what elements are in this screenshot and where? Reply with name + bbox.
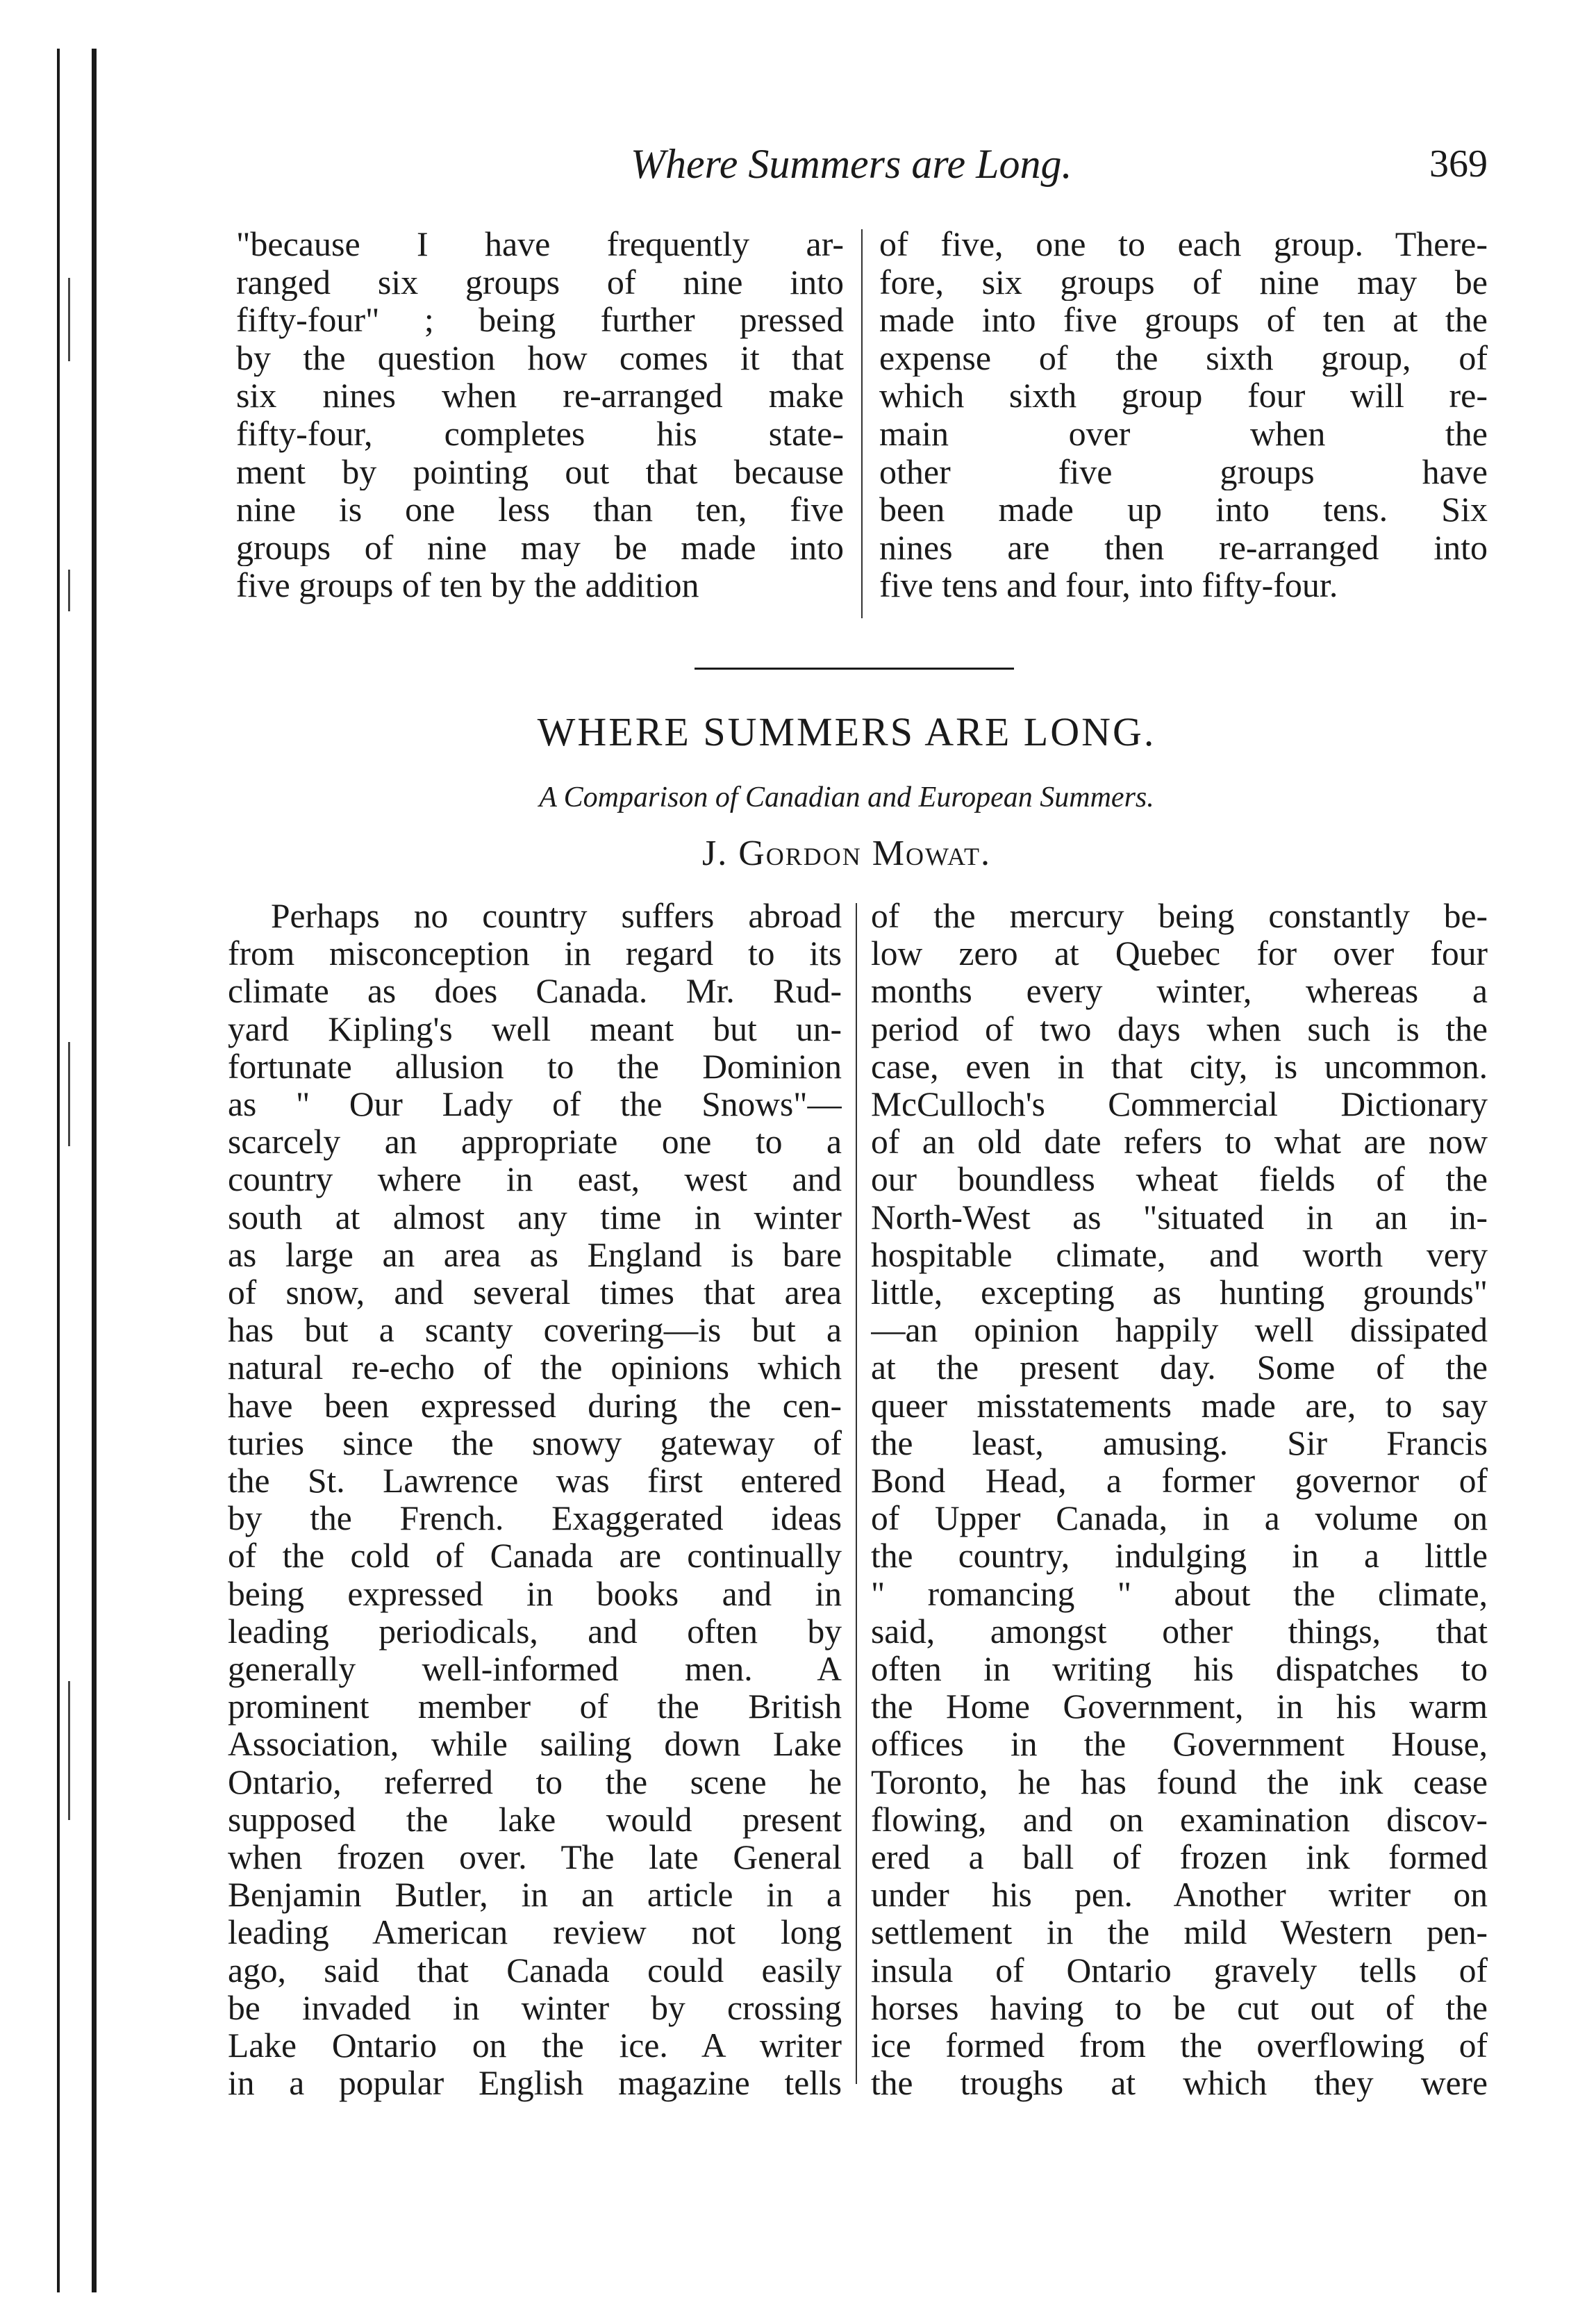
text-line: by the French. Exaggerated ideas [228,1500,842,1538]
text-line: five groups of ten by the addition [236,566,699,604]
text-line: —an opinion happily well dissipated [871,1312,1488,1350]
text-line: been made up into tens. Six [879,490,1488,529]
text-line: under his pen. Another writer on [871,1876,1488,1915]
text-line: North-West as "situated in an in- [871,1198,1488,1237]
text-line: flowing, and on examination discov- [871,1801,1488,1839]
text-line: "because I have frequently ar- [236,225,844,263]
binding-mark [68,1042,70,1146]
text-line: made into five groups of ten at the [879,301,1488,339]
text-line: of the cold of Canada are continually [228,1537,842,1576]
text-line: other five groups have [879,452,1488,491]
text-line: main over when the [879,414,1488,453]
text-line: expense of the sixth group, of [879,338,1488,377]
text-line: groups of nine may be made into [236,528,844,567]
text-line: insula of Ontario gravely tells of [871,1951,1488,1990]
text-line: Benjamin Butler, in an article in a [228,1876,842,1915]
column-divider [856,903,857,2084]
text-line: said, amongst other things, that [871,1612,1488,1651]
text-line: climate as does Canada. Mr. Rud- [228,973,842,1011]
text-line: six nines when re-arranged make [236,377,844,415]
text-line: natural re-echo of the opinions which [228,1349,842,1387]
text-line: " romancing " about the climate, [871,1575,1488,1613]
running-title: Where Summers are Long. [631,141,1072,187]
binding-edge-line [57,49,60,2292]
text-line: months every winter, whereas a [871,973,1488,1011]
text-line: being expressed in books and in [228,1575,842,1613]
text-line: in a popular English magazine tells [228,2065,842,2103]
text-line: by the question how comes it that [236,338,844,377]
text-line: ago, said that Canada could easily [228,1951,842,1990]
text-line: the country, indulging in a little [871,1537,1488,1576]
text-line: Toronto, he has found the ink cease [871,1763,1488,1801]
text-line: our boundless wheat fields of the [871,1161,1488,1199]
text-line: case, even in that city, is uncommon. [871,1048,1488,1086]
page-number: 369 [1429,142,1488,185]
text-line: of an old date refers to what are now [871,1123,1488,1161]
text-line: turies since the snowy gateway of [228,1424,842,1462]
text-line: Perhaps no country suffers abroad [271,898,842,935]
text-line: five tens and four, into fifty-four. [879,566,1338,604]
text-line: the St. Lawrence was first entered [228,1462,842,1500]
article-left-column [228,898,842,2103]
text-line: from misconception in regard to its [228,935,842,973]
text-line: supposed the lake would present [228,1801,842,1839]
binding-edge-line [92,49,97,2292]
text-line: nine is one less than ten, five [236,490,844,529]
article-author: J. Gordon Mowat. [701,834,991,873]
text-line: of five, one to each group. There- [879,225,1488,263]
text-line: Association, while sailing down Lake [228,1726,842,1764]
text-line: nines are then re-arranged into [879,528,1488,567]
running-head [0,136,1596,192]
text-line: of snow, and several times that area [228,1274,842,1312]
text-line: leading American review not long [228,1914,842,1952]
text-line: Bond Head, a former governor of [871,1462,1488,1500]
text-line: the troughs at which they were [871,2065,1488,2103]
text-line: settlement in the mild Western pen- [871,1914,1488,1952]
text-line: the least, amusing. Sir Francis [871,1424,1488,1462]
text-line: ice formed from the overflowing of [871,2027,1488,2065]
article-subtitle: A Comparison of Canadian and European Summers. [539,782,1154,813]
text-line: offices in the Government House, [871,1726,1488,1764]
text-line: period of two days when such is the [871,1010,1488,1048]
section-divider-rule [695,668,1014,670]
text-line: yard Kipling's well meant but un- [228,1010,842,1048]
text-line: leading periodicals, and often by [228,1612,842,1651]
continued-text-right-column [879,225,1488,604]
text-line: as " Our Lady of the Snows"— [228,1086,842,1124]
text-line: at the present day. Some of the [871,1349,1488,1387]
continued-text-left-column [236,225,844,604]
article-right-column [871,898,1488,2103]
text-line: hospitable climate, and worth very [871,1236,1488,1274]
text-line: Lake Ontario on the ice. A writer [228,2027,842,2065]
text-line: ered a ball of frozen ink formed [871,1839,1488,1877]
text-line: fifty-four, completes his state- [236,414,844,453]
text-line: ranged six groups of nine into [236,263,844,301]
text-line: often in writing his dispatches to [871,1651,1488,1689]
text-line: McCulloch's Commercial Dictionary [871,1086,1488,1124]
text-line: low zero at Quebec for over four [871,935,1488,973]
text-line: be invaded in winter by crossing [228,1989,842,2027]
text-line: of the mercury being constantly be- [871,898,1488,935]
article-title: WHERE SUMMERS ARE LONG. [537,709,1156,754]
text-line: ment by pointing out that because [236,452,844,491]
binding-mark [68,1681,70,1820]
binding-mark [68,278,70,361]
text-line: fortunate allusion to the Dominion [228,1048,842,1086]
text-line: south at almost any time in winter [228,1198,842,1237]
text-line: as large an area as England is bare [228,1236,842,1274]
text-line: generally well-informed men. A [228,1651,842,1689]
text-line: the Home Government, in his warm [871,1688,1488,1726]
text-line: which sixth group four will re- [879,377,1488,415]
text-line: scarcely an appropriate one to a [228,1123,842,1161]
text-line: Ontario, referred to the scene he [228,1763,842,1801]
text-line: has but a scanty covering—is but a [228,1312,842,1350]
text-line: have been expressed during the cen- [228,1387,842,1425]
binding-mark [68,570,70,611]
text-line: queer misstatements made are, to say [871,1387,1488,1425]
text-line: horses having to be cut out of the [871,1989,1488,2027]
text-line: of Upper Canada, in a volume on [871,1500,1488,1538]
text-line: when frozen over. The late General [228,1839,842,1877]
text-line: fore, six groups of nine may be [879,263,1488,301]
text-line: fifty-four" ; being further pressed [236,301,844,339]
text-line: prominent member of the British [228,1688,842,1726]
text-line: little, excepting as hunting grounds" [871,1274,1488,1312]
column-divider [861,229,863,618]
text-line: country where in east, west and [228,1161,842,1199]
